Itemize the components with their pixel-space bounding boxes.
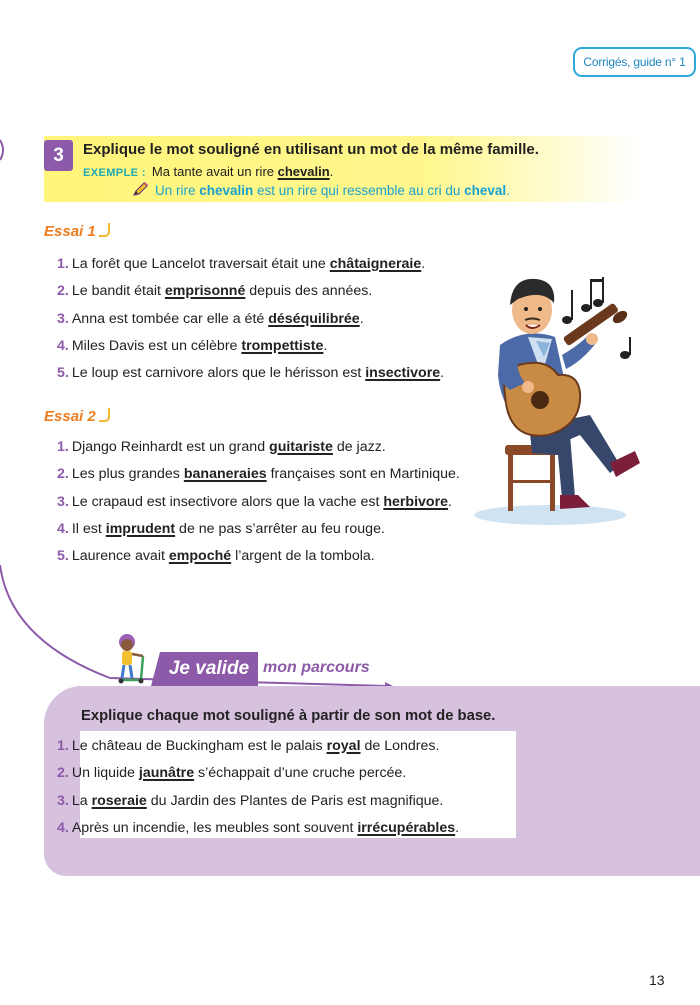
- item-number: 5.: [57, 365, 69, 382]
- underlined-word: imprudent: [105, 520, 176, 537]
- list-item: [57, 310, 444, 337]
- bracket-icon: [99, 223, 110, 237]
- valide-list: [57, 737, 459, 846]
- example-sentence: [83, 164, 333, 179]
- list-item: [57, 364, 444, 391]
- essai-2-heading: [44, 408, 110, 425]
- underlined-word: royal: [326, 738, 361, 754]
- item-text-end: l’argent de la tombola.: [231, 548, 375, 565]
- underlined-word: trompettiste: [241, 337, 324, 354]
- example-text: Ma tante avait un rire: [151, 164, 278, 179]
- bracket-icon: [99, 408, 110, 422]
- answer-text-mid: est un rire qui ressemble au cri du: [253, 183, 465, 198]
- item-text-end: du Jardin des Plantes de Paris est magnifique.: [146, 792, 444, 809]
- list-item: [57, 493, 460, 520]
- item-number: 3.: [57, 310, 69, 327]
- item-number: 2.: [57, 283, 69, 300]
- item-text-end: de ne pas s’arrêter au feu rouge.: [175, 520, 385, 537]
- answer-text-end: .: [506, 183, 510, 198]
- underlined-word: déséquilibrée: [268, 310, 360, 327]
- item-text: Il est: [71, 520, 106, 537]
- item-text-end: .: [421, 256, 426, 272]
- list-item: [57, 737, 459, 764]
- item-number: 4.: [57, 819, 69, 836]
- stool: [505, 445, 560, 511]
- underlined-word: empoché: [168, 548, 232, 565]
- page-number: 13: [649, 972, 665, 988]
- je-valide-tab: Je valide: [160, 652, 258, 686]
- item-text: Django Reinhardt est un grand: [71, 439, 270, 455]
- example-tag: EXEMPLE :: [83, 167, 146, 179]
- item-number: 2.: [57, 466, 69, 483]
- item-text: Le loup est carnivore alors que le hérisson est: [71, 365, 366, 382]
- answer-word-1: chevalin: [199, 183, 254, 198]
- underlined-word: bananeraies: [183, 466, 267, 483]
- item-number: 5.: [57, 548, 69, 565]
- item-text: Laurence avait: [71, 548, 169, 565]
- example-underlined-word: chevalin: [277, 164, 330, 179]
- list-item: [57, 792, 459, 819]
- item-number: 3.: [57, 792, 69, 809]
- item-text-end: .: [440, 365, 445, 382]
- pencil-icon: [132, 182, 149, 200]
- item-text-end: de jazz.: [332, 439, 386, 455]
- underlined-word: emprisonné: [164, 283, 246, 300]
- item-number: 1.: [57, 738, 69, 754]
- underlined-word: irrécupérables: [357, 819, 456, 836]
- item-text: Anna est tombée car elle a été: [71, 310, 269, 327]
- item-text-end: s’échappait d’une cruche percée.: [194, 765, 407, 782]
- item-text: Le château de Buckingham est le palais: [71, 738, 327, 754]
- underlined-word: roseraie: [91, 792, 147, 809]
- item-text: Le bandit était: [71, 283, 165, 300]
- exercise-instruction: Explique le mot souligné en utilisant un mot de la même famille.: [83, 141, 539, 158]
- item-text: La forêt que Lancelot traversait était une: [71, 256, 330, 272]
- list-item: [57, 764, 459, 791]
- item-text-end: .: [455, 819, 460, 836]
- item-text: Un liquide: [71, 765, 139, 782]
- underlined-word: herbivore: [383, 493, 449, 510]
- exercise-number: 3: [44, 140, 73, 171]
- item-text: Les plus grandes: [71, 466, 184, 483]
- essai-1-heading: [44, 223, 110, 240]
- item-number: 3.: [57, 493, 69, 510]
- list-item: [57, 282, 444, 309]
- item-text-end: de Londres.: [360, 738, 440, 754]
- essai-1-title: Essai 1: [44, 223, 96, 240]
- item-text: Miles Davis est un célèbre: [71, 337, 242, 354]
- answer-text: Un rire: [155, 183, 200, 198]
- je-valide-subtitle: mon parcours: [263, 659, 370, 676]
- item-text: Le crapaud est insectivore alors que la vache est: [71, 493, 384, 510]
- list-item: [57, 438, 460, 465]
- example-text-end: .: [329, 164, 334, 179]
- list-item: [57, 520, 460, 547]
- underlined-word: jaunâtre: [138, 765, 195, 782]
- underlined-word: châtaigneraie: [329, 256, 422, 272]
- item-text-end: .: [448, 493, 452, 510]
- answer-word-2: cheval: [464, 183, 507, 198]
- list-item: [57, 337, 444, 364]
- list-item: [57, 819, 459, 846]
- list-item: [57, 547, 460, 574]
- valide-instruction: Explique chaque mot souligné à partir de son mot de base.: [81, 708, 496, 724]
- scooter-kid-icon: [113, 632, 153, 684]
- item-number: 4.: [57, 520, 69, 537]
- guitarist-illustration: [470, 265, 670, 530]
- underlined-word: guitariste: [269, 439, 333, 455]
- item-number: 4.: [57, 337, 69, 354]
- example-answer: [132, 182, 510, 200]
- essai-2-list: [57, 438, 460, 574]
- list-item: [57, 465, 460, 492]
- item-text-end: depuis des années.: [245, 283, 373, 300]
- item-text-end: .: [323, 337, 328, 354]
- item-number: 1.: [57, 256, 69, 272]
- item-text-end: françaises sont en Martinique.: [266, 466, 460, 483]
- essai-1-list: [57, 255, 444, 391]
- item-number: 2.: [57, 765, 69, 782]
- item-number: 1.: [57, 439, 69, 455]
- item-text-end: .: [359, 310, 364, 327]
- item-text: La: [71, 792, 92, 809]
- underlined-word: insectivore: [365, 365, 441, 382]
- item-text: Après un incendie, les meubles sont souvent: [71, 819, 358, 836]
- essai-2-title: Essai 2: [44, 408, 96, 425]
- list-item: [57, 255, 444, 282]
- guide-reference-tag: Corrigés, guide n° 1: [573, 47, 696, 77]
